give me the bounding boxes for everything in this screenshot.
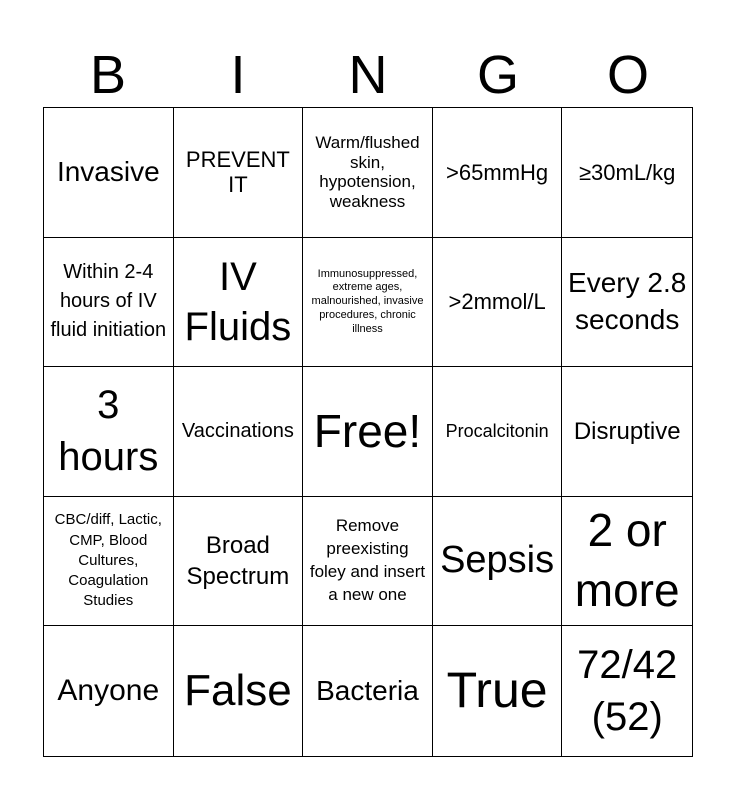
cell-label: PREVENT IT [185,147,290,198]
bingo-cell-r5-c4[interactable] [433,626,563,756]
bingo-cell-r2-c5[interactable] [562,238,692,368]
cell-label: Every 2.8 seconds [568,266,687,335]
cell-label: True [446,662,548,719]
cell-label: Disruptive [573,417,681,445]
cell-label: Procalcitonin [445,421,549,442]
bingo-cell-r1-c1[interactable] [44,108,174,238]
bingo-cell-r2-c1[interactable] [44,238,174,368]
bingo-cell-r4-c1[interactable] [44,497,174,627]
bingo-cell-r3-c2[interactable] [174,367,304,497]
bingo-cell-r1-c2[interactable] [174,108,304,238]
header-letter-g: G [476,45,519,105]
cell-label: >2mmol/L [448,289,546,315]
bingo-cell-r3-c1[interactable] [44,367,174,497]
cell-label: 72/42 (52) [577,643,678,740]
bingo-cell-r3-c3[interactable] [303,367,433,497]
bingo-cell-r5-c1[interactable] [44,626,174,756]
bingo-cell-r2-c4[interactable] [433,238,563,368]
bingo-cell-r5-c2[interactable] [174,626,304,756]
cell-label: ≥30mL/kg [578,159,676,185]
bingo-cell-r1-c5[interactable] [562,108,692,238]
header-letter-b: B [89,45,127,105]
bingo-header [43,44,693,106]
cell-label: Within 2-4 hours of IV fluid initiation [50,261,167,342]
cell-label: False [184,665,292,715]
cell-label: IV Fluids [184,254,292,349]
cell-label: Invasive [56,156,160,188]
cell-label: >65mmHg [446,159,549,185]
bingo-cell-r4-c2[interactable] [174,497,304,627]
cell-label: 2 or more [574,504,680,617]
header-letter-o: O [606,45,649,105]
cell-label: Warm/flushed skin, hypotension, weakness [315,133,420,211]
bingo-cell-r3-c5[interactable] [562,367,692,497]
cell-label: Anyone [57,673,160,707]
bingo-cell-r5-c3[interactable] [303,626,433,756]
cell-label: Bacteria [316,675,419,707]
header-letter-i: I [230,45,246,105]
bingo-board [43,107,693,757]
bingo-cell-r2-c3[interactable] [303,238,433,368]
cell-label: Immunosuppressed, extreme ages, malnourished, invasive procedures, chronic illness [311,267,424,335]
bingo-cell-r2-c2[interactable] [174,238,304,368]
bingo-cell-r1-c4[interactable] [433,108,563,238]
bingo-cell-r3-c4[interactable] [433,367,563,497]
cell-label: Remove preexisting foley and insert a new one [309,516,426,605]
bingo-cell-r1-c3[interactable] [303,108,433,238]
bingo-cell-r4-c5[interactable] [562,497,692,627]
cell-label: Free! [313,405,422,458]
bingo-cell-r5-c5[interactable] [562,626,692,756]
header-letter-n: N [348,45,388,105]
cell-label: Broad Spectrum [186,531,290,591]
cell-label: Vaccinations [181,419,294,442]
bingo-cell-r4-c4[interactable] [433,497,563,627]
cell-label: 3 hours [58,383,159,480]
cell-label: Sepsis [440,539,555,582]
cell-label: CBC/diff, Lactic, CMP, Blood Cultures, Coagulation Studies [54,511,162,610]
bingo-cell-r4-c3[interactable] [303,497,433,627]
